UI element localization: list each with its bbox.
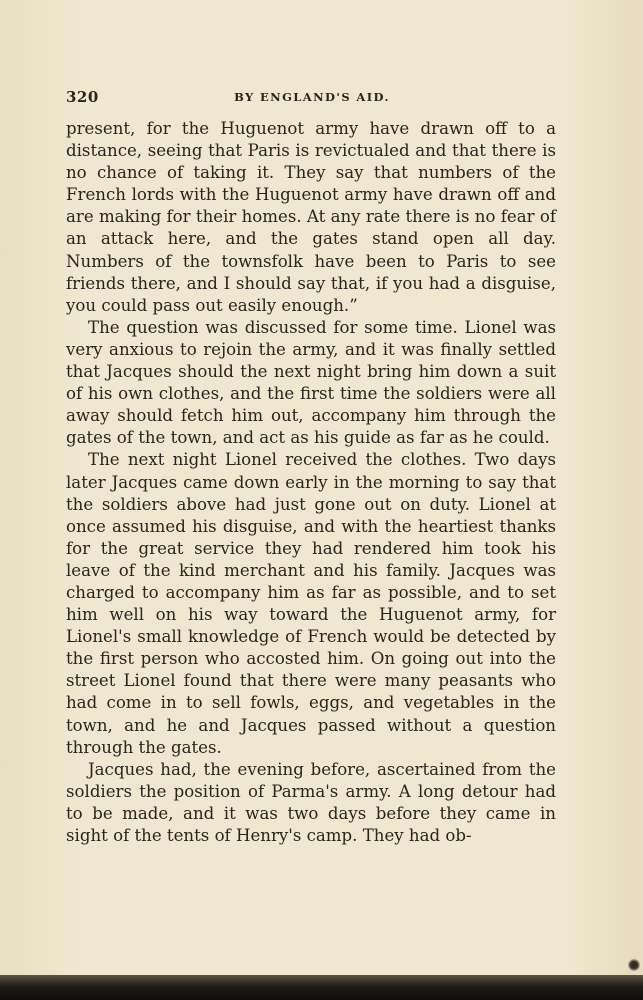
body-text <box>66 118 556 847</box>
paragraph-continued: present, for the Huguenot army have drawn off to a distance, seeing that Paris is revictualed and that there is no chance of taking it. They say that numbers of the French lords with the Huguenot army have drawn off and are making for their homes. At any rate there is no fear of an attack here, and the gates stand open all day. Numbers of the townsfolk have been to Paris to see friends there, and I should say that, if you had a disguise, you could pass out easily enough.” <box>66 119 556 315</box>
scan-speck <box>628 958 640 972</box>
page-header <box>66 88 558 108</box>
paragraph: The next night Lionel received the clothes. Two days later Jacques came down early in the morning to say that the soldiers above had just gone out on duty. Lionel at once assumed his disguise, and with the heartiest thanks for the great service they had rendered him took his leave of the kind merchant and his family. Jacques was charged to accompany him as far as possible, and to set him well on his way toward the Huguenot army, for Lionel's small knowledge of French would be detected by the first person who accosted him. On going out into the street Lionel found that there were many peasants who had come in to sell fowls, eggs, and vegetables in the town, and he and Jacques passed without a question through the gates. <box>66 450 556 757</box>
running-head: BY ENGLAND'S AID. <box>234 90 390 104</box>
scan-bottom-edge <box>0 975 643 1000</box>
page-number: 320 <box>66 88 99 106</box>
paragraph: Jacques had, the evening before, ascertained from the soldiers the position of Parma's army. A long detour had to be made, and it was two days before they came in sight of the tents of Henry's camp. They had ob- <box>66 759 556 845</box>
paragraph: The question was discussed for some time. Lionel was very anxious to rejoin the army, and it was finally settled that Jacques should the next night bring him down a suit of his own clothes, and the first time the soldiers were all away should fetch him out, accompany him through the gates of the town, and act as his guide as far as he could. <box>66 317 556 448</box>
